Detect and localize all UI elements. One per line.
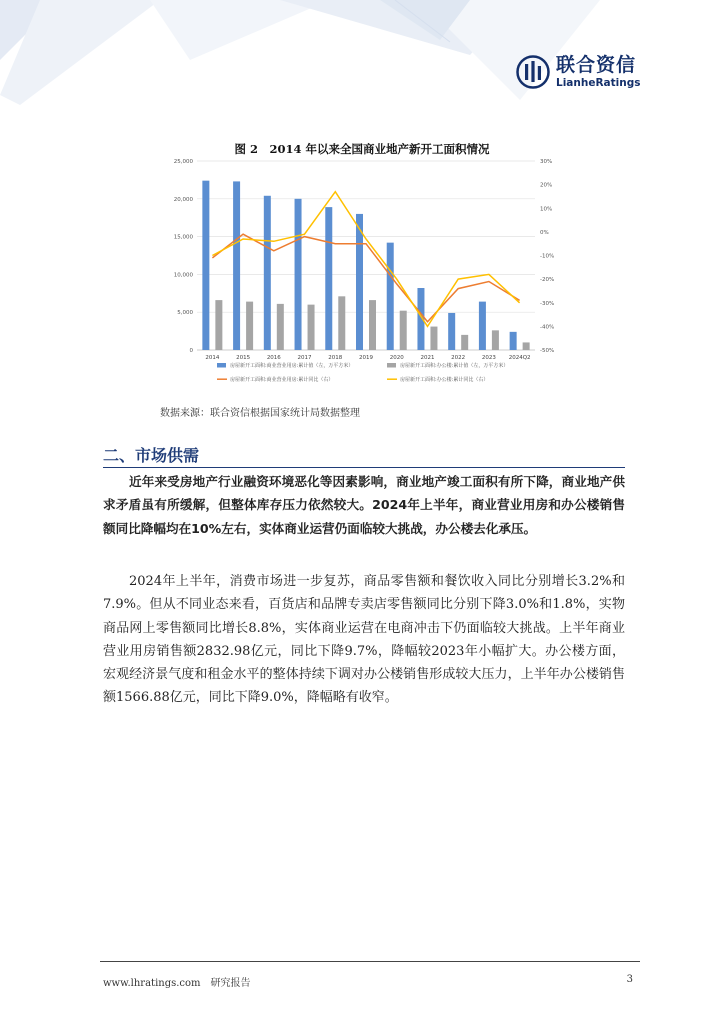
logo-english-text: LianheRatings [556,76,641,89]
right-tick-label: 30% [540,159,553,165]
bar-office [338,296,345,350]
right-tick-label: -10% [540,253,555,260]
section-title: 二、市场供需 [103,446,200,465]
left-tick-label: 0 [189,348,193,354]
legend-label: 房屋新开工面积:商业营业用房:累计同比（右） [230,377,334,383]
bar-office [492,330,499,350]
right-tick-label: -50% [540,348,555,354]
bar-office [400,311,407,350]
x-tick-label: 2018 [328,355,343,361]
bar-office [430,327,437,350]
figure-source: 数据来源：联合资信根据国家统计局数据整理 [160,408,360,419]
body-paragraph: 2024年上半年，消费市场进一步复苏，商品零售额和餐饮收入同比分别增长3.2%和7.9%。但从不同业态来看，百货店和品牌专卖店零售额同比分别下降3.0%和1.8%，实物商品网上零售额同比增长8.8%，实体商业运营在电商冲击下仍面临较大挑战。上半年商业营业用房销售额2832.98亿元，同比下降9.7%，降幅较2023年小幅扩大。办公楼方面，宏观经济景气度和租金水平的整体持续下调对办公楼销售形成较大压力，上半年办公楼销售额1566.88亿元，同比下降9.0%，降幅略有收窄。 [103,574,625,706]
bar-commercial [356,214,363,350]
legend-swatch [217,363,226,368]
right-tick-label: -40% [540,324,555,331]
x-tick-label: 2023 [481,355,496,361]
right-tick-label: -30% [540,300,555,307]
legend-label: 房屋新开工面积:办公楼:累计同比（右） [400,377,489,383]
bar-commercial [479,302,486,350]
new-construction-chart [165,155,565,400]
legend-label: 房屋新开工面积:办公楼:累计值（左，万平方米） [400,363,509,369]
bar-office [369,300,376,350]
bar-commercial [295,199,302,350]
bar-commercial [325,207,332,350]
line-commercial-yoy [212,234,519,322]
line-office-yoy [212,192,519,327]
legend-swatch [387,363,396,368]
left-tick-label: 10,000 [173,272,193,279]
bar-office [461,335,468,350]
lianhe-logo-icon [516,55,550,89]
page-number: 3 [626,974,633,985]
x-tick-label: 2020 [389,355,404,361]
left-tick-label: 15,000 [173,234,193,241]
bar-office [277,304,284,350]
bar-office [308,305,315,350]
bar-office [523,342,530,350]
x-tick-label: 2015 [236,355,251,361]
right-tick-label: 20% [540,182,553,189]
summary-paragraph: 近年来受房地产行业融资环境恶化等因素影响，商业地产竣工面积有所下降，商业地产供求矛盾虽有所缓解，但整体库存压力依然较大。2024年上半年，商业营业用房和办公楼销售额同比降幅均在10%左右，实体商业运营仍面临较大挑战，办公楼去化承压。 [103,474,625,536]
x-tick-label: 2022 [451,355,466,361]
footer-divider [100,961,640,962]
bar-commercial [510,332,517,350]
bar-office [215,300,222,350]
x-tick-label: 2016 [266,355,281,361]
right-tick-label: -20% [540,277,555,284]
right-tick-label: 0% [540,229,549,236]
bar-commercial [233,181,240,350]
company-logo [516,55,640,89]
figure-title: 图 2 2014 年以来全国商业地产新开工面积情况 [234,142,490,156]
x-tick-label: 2014 [205,355,220,361]
bar-commercial [387,243,394,350]
bar-office [246,302,253,350]
logo-chinese-text: 联合资信 [556,53,637,76]
x-tick-label: 2019 [359,355,373,361]
section-divider [103,467,625,468]
left-tick-label: 20,000 [173,196,193,203]
bar-commercial [448,313,455,350]
bar-commercial [264,196,271,350]
left-tick-label: 5,000 [177,310,193,317]
legend-label: 房屋新开工面积:商业营业用房:累计值（左，万平方米） [230,363,354,369]
left-tick-label: 25,000 [173,159,193,165]
right-tick-label: 10% [540,206,553,213]
x-tick-label: 2017 [297,355,312,361]
x-tick-label: 2021 [420,355,435,361]
footer-website: www.lhratings.com 研究报告 [103,978,251,989]
x-tick-label: 2024Q2 [508,355,531,361]
bar-commercial [202,181,209,350]
